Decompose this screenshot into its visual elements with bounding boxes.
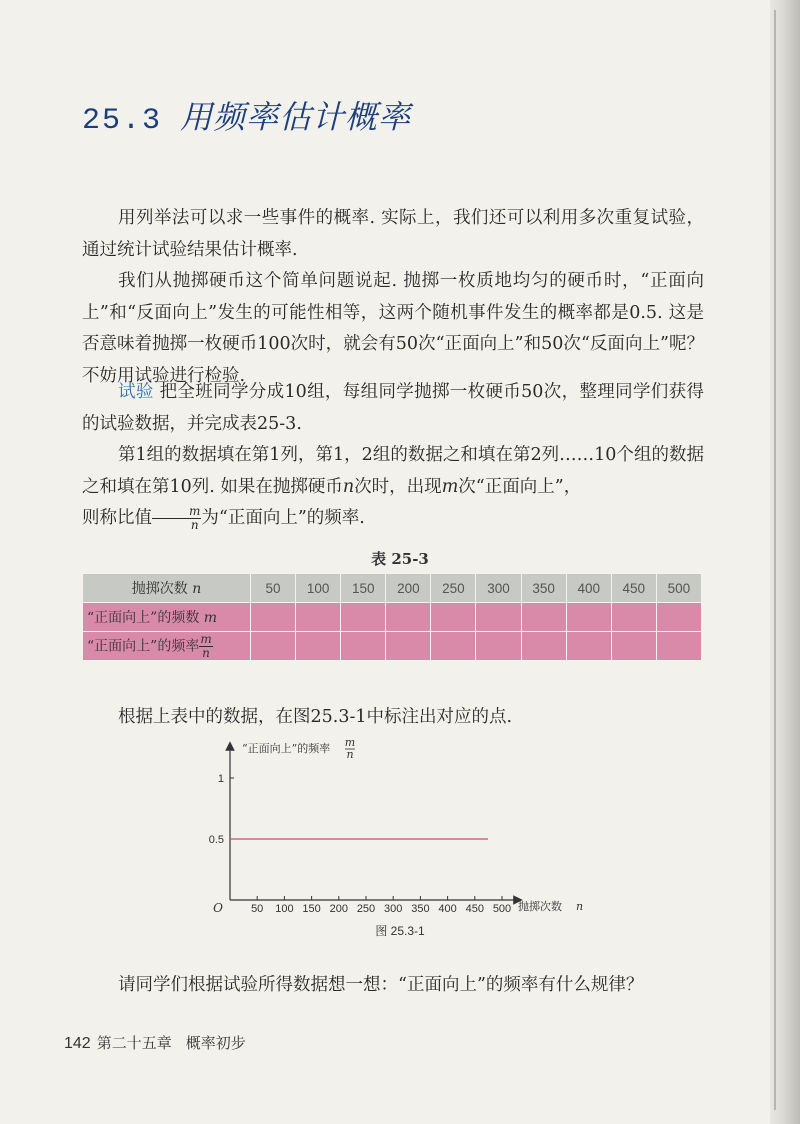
chapter-topic: 概率初步 xyxy=(185,1034,246,1052)
definition-text-mid: 次时，出现 xyxy=(354,476,442,497)
paragraph-intro: 用列举法可以求一些事件的概率. 实际上，我们还可以利用多次重复试验，通过统计试验结果估计概率. xyxy=(82,208,704,260)
row-label-frequency-text: “正面向上”的频率 xyxy=(87,638,200,654)
y-axis-fraction-denominator: n xyxy=(346,748,354,761)
header-cell: 350 xyxy=(521,574,566,603)
header-cell: 300 xyxy=(476,574,521,603)
blank-cell[interactable] xyxy=(521,603,566,632)
x-axis-var: n xyxy=(576,900,584,913)
blank-cell[interactable] xyxy=(341,632,386,661)
blank-cell[interactable] xyxy=(251,632,296,661)
x-tick-label: 350 xyxy=(411,903,430,915)
row-label-fraction xyxy=(199,633,212,660)
header-label-cell xyxy=(83,574,251,603)
x-tick-label: 250 xyxy=(356,903,376,915)
row-label-count-var: m xyxy=(203,610,218,626)
page-footer xyxy=(64,1032,246,1053)
figure-caption: 图 25.3-1 xyxy=(375,924,425,938)
blank-cell[interactable] xyxy=(431,632,476,661)
blank-cell[interactable] xyxy=(566,632,611,661)
blank-cell[interactable] xyxy=(431,603,476,632)
blank-cell[interactable] xyxy=(566,603,611,632)
header-cell: 50 xyxy=(251,574,296,603)
header-cell: 100 xyxy=(296,574,341,603)
header-cell: 150 xyxy=(341,574,386,603)
blank-cell[interactable] xyxy=(386,603,431,632)
blank-cell[interactable] xyxy=(611,603,656,632)
ratio-head: 则称比值 xyxy=(82,508,152,528)
y-axis-label: “正面向上”的频率 xyxy=(242,742,331,755)
row-label-frequency xyxy=(83,632,251,661)
ratio-fraction xyxy=(152,505,201,532)
paragraph-frequency-definition xyxy=(82,440,704,535)
x-tick-label: 200 xyxy=(329,903,348,915)
paragraph-experiment xyxy=(82,377,704,440)
section-title xyxy=(82,92,411,138)
table-row-frequency xyxy=(83,632,702,661)
blank-cell[interactable] xyxy=(476,632,521,661)
y-axis-fraction-numerator: m xyxy=(344,738,356,749)
blank-cell[interactable] xyxy=(656,632,701,661)
blank-cell[interactable] xyxy=(251,603,296,632)
x-tick-label: 450 xyxy=(465,903,484,915)
blank-cell[interactable] xyxy=(521,632,566,661)
section-number: 25.3 xyxy=(82,104,163,138)
x-axis-label: 抛掷次数 xyxy=(518,900,562,913)
y-tick-label: 1 xyxy=(217,773,224,785)
ratio-tail: 为“正面向上”的频率. xyxy=(201,508,365,528)
row-fraction-numerator: m xyxy=(200,631,212,646)
row-label-count xyxy=(83,603,251,632)
paragraph-question: 请同学们根据试验所得数据想一想：“正面向上”的频率有什么规律？ xyxy=(118,975,644,995)
page-number: 142 xyxy=(64,1035,91,1052)
definition-text: 第1组的数据填在第1列，第1，2组的数据之和填在第2列……10个组的数据之和填在第10列. 如果在抛掷硬币 xyxy=(82,445,704,497)
x-tick-label: 500 xyxy=(492,903,512,915)
row-fraction-denominator: n xyxy=(202,645,210,660)
header-label: 抛掷次数 xyxy=(131,581,188,597)
blank-cell[interactable] xyxy=(386,632,431,661)
x-ticks xyxy=(251,896,511,915)
chapter-label: 第二十五章 xyxy=(96,1034,172,1052)
blank-cell[interactable] xyxy=(296,603,341,632)
header-cell: 500 xyxy=(656,574,701,603)
frequency-figure xyxy=(200,738,620,938)
y-tick-label: 0.5 xyxy=(208,834,224,846)
experiment-text: 把全班同学分成10组，每组同学抛掷一枚硬币50次，整理同学们获得的试验数据，并完成表25-3. xyxy=(82,382,704,434)
definition-text-tail: 次“正面向上”， xyxy=(458,476,582,497)
x-tick-label: 400 xyxy=(438,903,457,915)
header-var: n xyxy=(192,581,202,597)
x-tick-label: 100 xyxy=(275,903,294,915)
blank-cell[interactable] xyxy=(476,603,521,632)
blank-cell[interactable] xyxy=(341,603,386,632)
x-tick-label: 150 xyxy=(302,903,321,915)
experiment-label: 试验 xyxy=(118,382,154,402)
x-tick-label: 50 xyxy=(251,903,264,915)
blank-cell[interactable] xyxy=(296,632,341,661)
paragraph-plot-instruction: 根据上表中的数据，在图25.3-1中标注出对应的点. xyxy=(118,707,513,727)
header-cell: 450 xyxy=(611,574,656,603)
paragraph-coin: 我们从抛掷硬币这个简单问题说起. 抛掷一枚质地均匀的硬币时，“正面向上”和“反面向上”发生的可能性相等，这两个随机事件发生的概率都是0.5. 这是否意味着抛掷一枚硬币100次时，就会有50次“正面向上”和50次“反面向上”呢？不妨用试验进行检验. xyxy=(82,271,704,386)
frequency-table xyxy=(82,573,702,661)
header-cell: 400 xyxy=(566,574,611,603)
row-label-count-text: “正面向上”的频数 xyxy=(87,610,200,626)
blank-cell[interactable] xyxy=(611,632,656,661)
variable-m: m xyxy=(441,476,459,497)
section-title-text: 用频率估计概率 xyxy=(180,98,412,136)
fraction-numerator: m xyxy=(152,505,201,519)
table-header-row xyxy=(83,574,702,603)
variable-n: n xyxy=(342,476,355,497)
x-tick-label: 300 xyxy=(384,903,403,915)
fraction-denominator: n xyxy=(190,518,199,532)
table-row-count xyxy=(83,603,702,632)
table-caption: 表 25-3 xyxy=(371,550,429,568)
origin-label: O xyxy=(213,901,223,915)
header-cell: 200 xyxy=(386,574,431,603)
blank-cell[interactable] xyxy=(656,603,701,632)
header-cell: 250 xyxy=(431,574,476,603)
